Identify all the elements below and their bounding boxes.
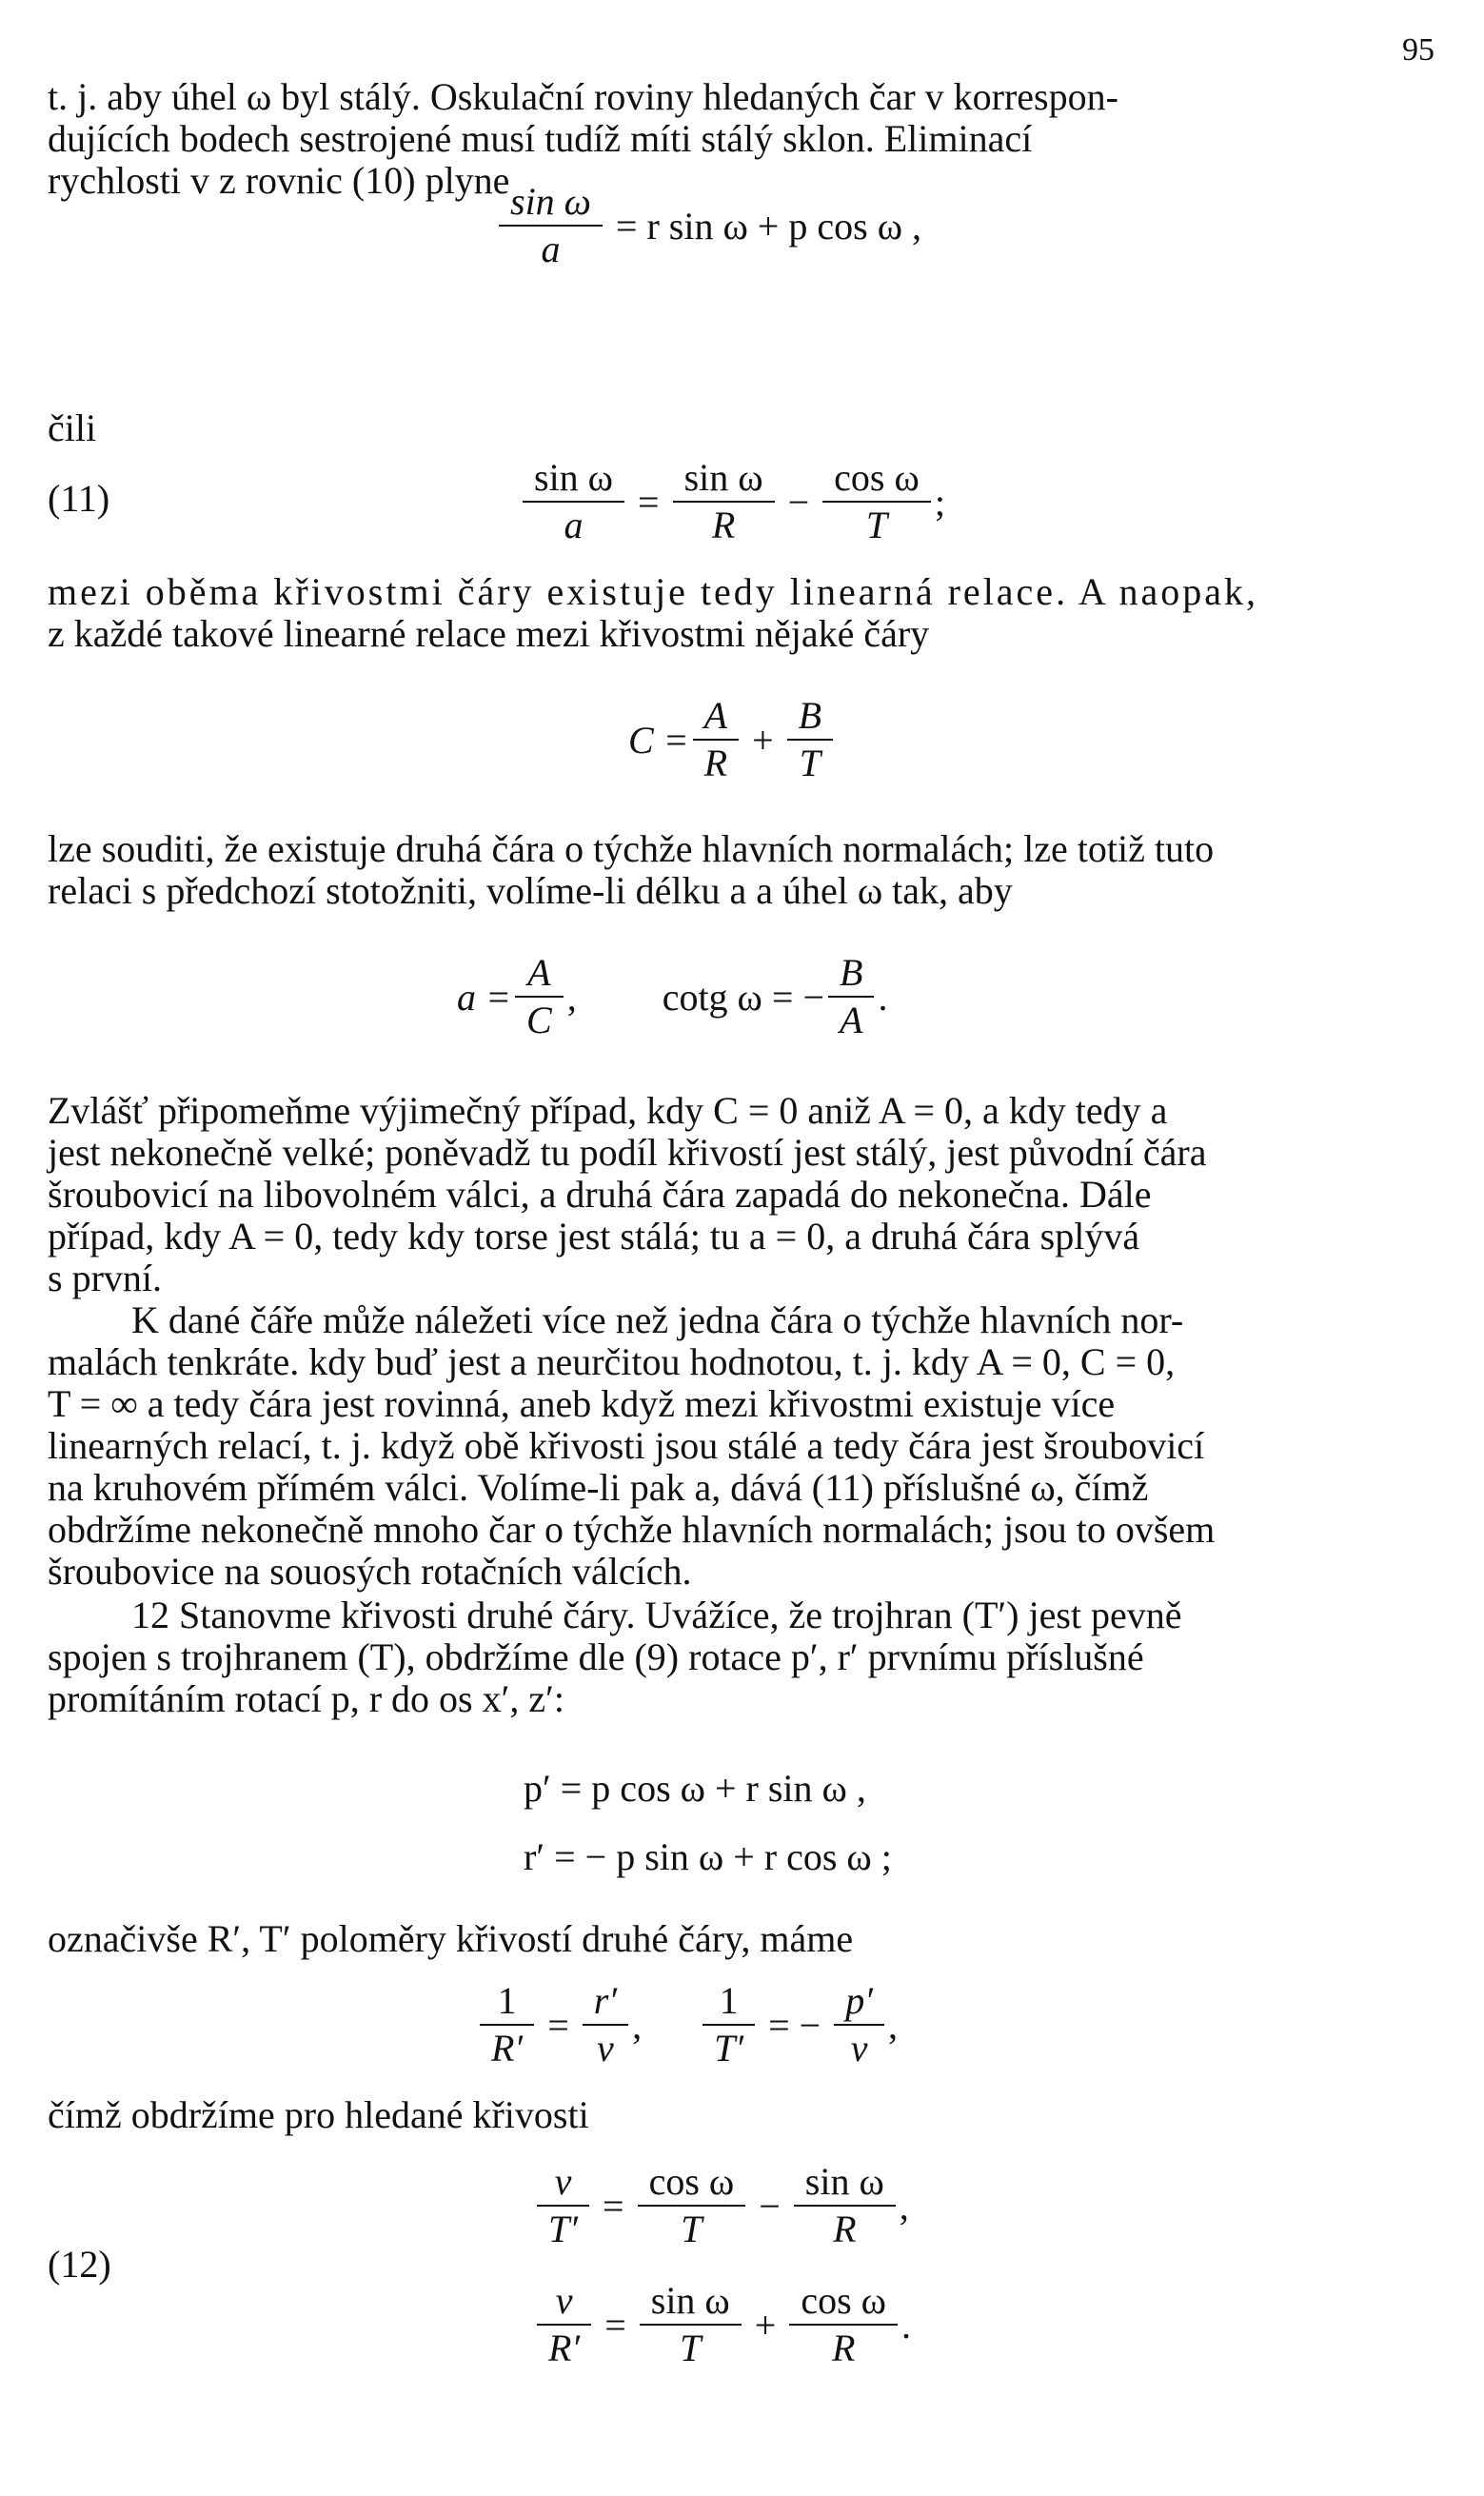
equation-end: , (899, 2184, 909, 2228)
fraction-numerator: cos ω (801, 2279, 886, 2322)
text-line: případ, kdy A = 0, tedy kdy torse jest stálá; tu a = 0, a druhá čára splývá (48, 1215, 1140, 1258)
paragraph-curvatures (48, 2094, 1435, 2136)
equation-radii (476, 1980, 898, 2070)
fraction-numerator: sin ω (804, 2160, 884, 2203)
text-line: K dané čáře může náležeti více než jedna čára o týchže hlavních nor- (131, 1298, 1184, 1341)
equals-sign: = (604, 2303, 626, 2347)
paragraph-multiple-curves (48, 1299, 1435, 1593)
fraction-denominator: C (515, 996, 564, 1041)
fraction-denominator: T (640, 2324, 742, 2369)
text-line: promítáním rotací p, r do os x′, z′: (48, 1677, 564, 1720)
text-line: rychlosti v z rovnic (10) plyne (48, 159, 510, 202)
text-line: mezi oběma křivostmi čáry existuje tedy linearná relace. A naopak, (48, 570, 1259, 613)
paragraph-relation (48, 571, 1435, 655)
plus-sign: + (752, 718, 774, 762)
fraction-denominator: a (523, 501, 624, 546)
fraction-denominator: R (693, 739, 739, 784)
text-line: spojen s trojhranem (T), obdržíme dle (9) rotace p′, r′ prvnímu příslušné (48, 1635, 1144, 1678)
equation-lhs: C = (628, 718, 689, 762)
fraction-denominator: v (583, 2024, 628, 2070)
text-line: z každé takové linearné relace mezi křivostmi nějaké čáry (48, 612, 930, 655)
text-line: 12 Stanovme křivosti druhé čáry. Uvážíce, že trojhran (T′) jest pevně (131, 1594, 1182, 1636)
fraction-denominator: a (499, 225, 603, 270)
cotg-expression: cotg ω = − (662, 975, 824, 1019)
fraction-numerator: 1 (497, 1979, 517, 2022)
equals-sign: = (638, 480, 660, 524)
text-line: čímž obdržíme pro hledané křivosti (48, 2093, 589, 2136)
fraction-denominator: R′ (537, 2324, 591, 2369)
text-line: jest nekonečně velké; poněvadž tu podíl křivostí jest stálý, jest původní čára (48, 1131, 1207, 1174)
fraction-numerator: A (527, 951, 551, 994)
text-line: šroubovicí na libovolném válci, a druhá čára zapadá do nekonečna. Dále (48, 1173, 1152, 1216)
text-line: s první. (48, 1257, 162, 1299)
plus-sign: + (754, 2303, 777, 2347)
text-line: na kruhovém přímém válci. Volíme-li pak a, dává (11) příslušné ω, čímž (48, 1466, 1149, 1509)
fraction-numerator: sin ω (683, 456, 763, 499)
equals-sign: = (603, 2184, 624, 2228)
fraction-denominator: T (787, 739, 833, 784)
equation-lhs: a = (457, 975, 511, 1019)
fraction-numerator: r′ (593, 1979, 618, 2022)
equation-text: p′ = p cos ω + r sin ω , (524, 1767, 866, 1810)
text-line: malách tenkráte. kdy buď jest a neurčitou hodnotou, t. j. kdy A = 0, C = 0, (48, 1340, 1176, 1383)
fraction-denominator: R′ (480, 2024, 534, 2070)
fraction-denominator: R (794, 2205, 896, 2250)
text-line: lze souditi, že existuje druhá čára o týchže hlavních normalách; lze totiž tuto (48, 827, 1215, 870)
equation-end: . (878, 975, 888, 1019)
fraction-numerator: B (798, 694, 822, 737)
equation-rhs: = r sin ω + p cos ω , (615, 204, 922, 248)
text-line: označivše R′, T′ poloměry křivostí druhé čáry, máme (48, 1917, 854, 1960)
equation-end: ; (934, 480, 945, 524)
connector-cili: čili (48, 406, 97, 449)
text-line: linearných relací, t. j. když obě křivosti jsou stálé a tedy čára jest šroubovicí (48, 1424, 1205, 1467)
fraction-denominator: A (828, 996, 874, 1041)
equation-12b (533, 2280, 911, 2369)
fraction-numerator: sin ω (650, 2279, 730, 2322)
equation-end: . (900, 2303, 911, 2347)
paragraph-second-curve (48, 828, 1435, 912)
page-number: 95 (1402, 32, 1435, 68)
comma: , (887, 2003, 898, 2047)
text-line: šroubovice na souosých rotačních válcích. (48, 1550, 692, 1593)
text-line: Zvlášť připomeňme výjimečný případ, kdy C = 0 aniž A = 0, a kdy tedy a (48, 1089, 1168, 1132)
paragraph-special-case (48, 1090, 1435, 1299)
equation-label-12: (12) (48, 2243, 111, 2286)
fraction-denominator: R (789, 2324, 898, 2369)
comma: , (566, 975, 577, 1019)
equation-12a (533, 2161, 909, 2250)
equation-11 (519, 457, 945, 546)
text-line: T = ∞ a tedy čára jest rovinná, aneb když mezi křivostmi existuje více (48, 1382, 1116, 1425)
equation-c (628, 695, 837, 784)
fraction-denominator: v (834, 2024, 884, 2070)
fraction-numerator: cos ω (648, 2160, 735, 2203)
paragraph-radii (48, 1918, 1435, 1960)
fraction-numerator: A (703, 694, 728, 737)
text-line: dujících bodech sestrojené musí tudíž míti stálý sklon. Eliminací (48, 117, 1033, 160)
fraction-numerator: B (840, 951, 863, 994)
minus-sign: − (759, 2184, 781, 2228)
fraction-numerator: v (555, 2279, 573, 2322)
fraction-numerator: sin ω (510, 180, 591, 223)
equation-r-prime (524, 1834, 892, 1879)
equation-p-prime (524, 1766, 866, 1811)
text-line: relaci s předchozí stotožniti, volíme-li délku a a úhel ω tak, aby (48, 869, 1013, 912)
equals-minus: = − (768, 2003, 821, 2047)
comma: , (632, 2003, 643, 2047)
minus-sign: − (787, 480, 810, 524)
fraction-numerator: cos ω (834, 456, 920, 499)
fraction-numerator: v (554, 2160, 572, 2203)
equation-a-cotg (457, 952, 887, 1041)
equation-1 (495, 181, 931, 270)
fraction-numerator: sin ω (534, 456, 614, 499)
equals-sign: = (547, 2003, 569, 2047)
fraction-denominator: R (673, 501, 775, 546)
fraction-denominator: T (638, 2205, 746, 2250)
text-line: t. j. aby úhel ω byl stálý. Oskulační roviny hledaných čar v korrespon- (48, 75, 1118, 118)
equation-label-11: (11) (48, 477, 110, 520)
equation-text: r′ = − p sin ω + r cos ω ; (524, 1835, 892, 1878)
fraction-numerator: 1 (719, 1979, 739, 2022)
paragraph-section-12 (48, 1595, 1435, 1720)
fraction-denominator: T (822, 501, 931, 546)
fraction-denominator: T′ (537, 2205, 589, 2250)
fraction-numerator: p′ (845, 1979, 873, 2022)
fraction-denominator: T′ (702, 2024, 755, 2070)
text-line: obdržíme nekonečně mnoho čar o týchže hlavních normalách; jsou to ovšem (48, 1508, 1216, 1551)
